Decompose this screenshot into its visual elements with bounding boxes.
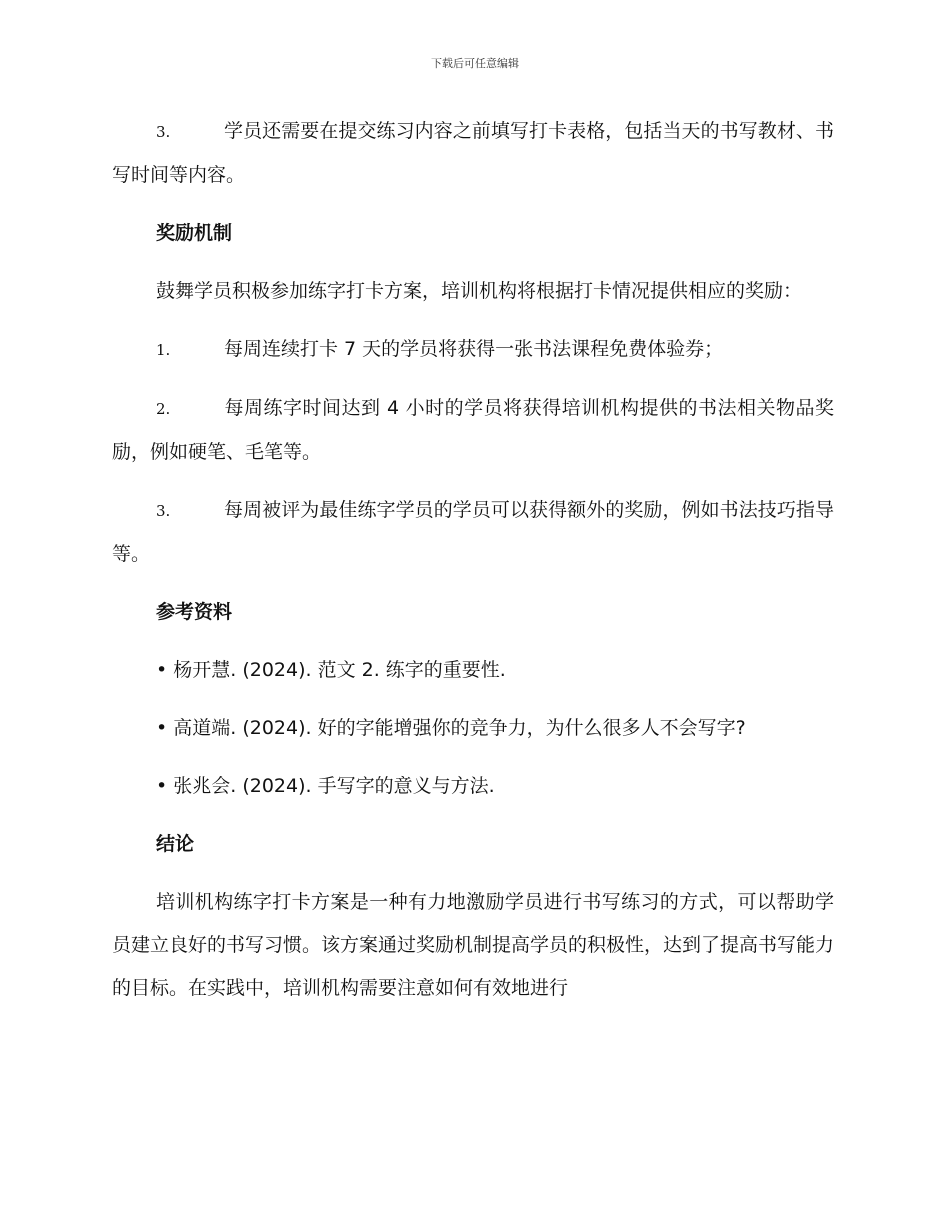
reward-list-item [112,328,834,372]
reward-intro-paragraph: 鼓舞学员积极参加练字打卡方案，培训机构将根据打卡情况提供相应的奖励： [156,280,803,302]
page-header: 下载后可任意编辑 [431,57,519,70]
reference-item: • 高道端. (2024). 好的字能增强你的竞争力，为什么很多人不会写字? [156,717,746,739]
reward-list-item [112,387,834,474]
reference-item: • 张兆会. (2024). 手写字的意义与方法. [156,775,495,797]
reward-list-item [112,489,834,576]
section-heading-conclusion: 结论 [156,833,195,855]
list-text: 每周连续打卡 7 天的学员将获得一张书法课程免费体验券； [224,338,724,360]
list-number: 3. [156,123,171,141]
list-text: 每周被评为最佳练字学员的学员可以获得额外的奖励，例如书法技巧指导等。 [112,499,834,565]
list-text: 每周练字时间达到 4 小时的学员将获得培训机构提供的书法相关物品奖励，例如硬笔、毛笔等。 [112,397,834,463]
document-body [112,110,834,1025]
list-item [112,110,834,197]
list-number: 3. [156,502,171,520]
list-number: 1. [156,341,171,359]
section-heading-reward: 奖励机制 [156,222,233,244]
list-text: 学员还需要在提交练习内容之前填写打卡表格，包括当天的书写教材、书写时间等内容。 [112,120,834,186]
section-heading-references: 参考资料 [156,601,233,623]
conclusion-paragraph: 培训机构练字打卡方案是一种有力地激励学员进行书写练习的方式，可以帮助学员建立良好的书写习惯。该方案通过奖励机制提高学员的积极性，达到了提高书写能力的目标。在实践中，培训机构需要注意如何有效地进行 [112,891,835,999]
reference-item: • 杨开慧. (2024). 范文 2. 练字的重要性. [156,659,506,681]
list-number: 2. [156,400,171,418]
